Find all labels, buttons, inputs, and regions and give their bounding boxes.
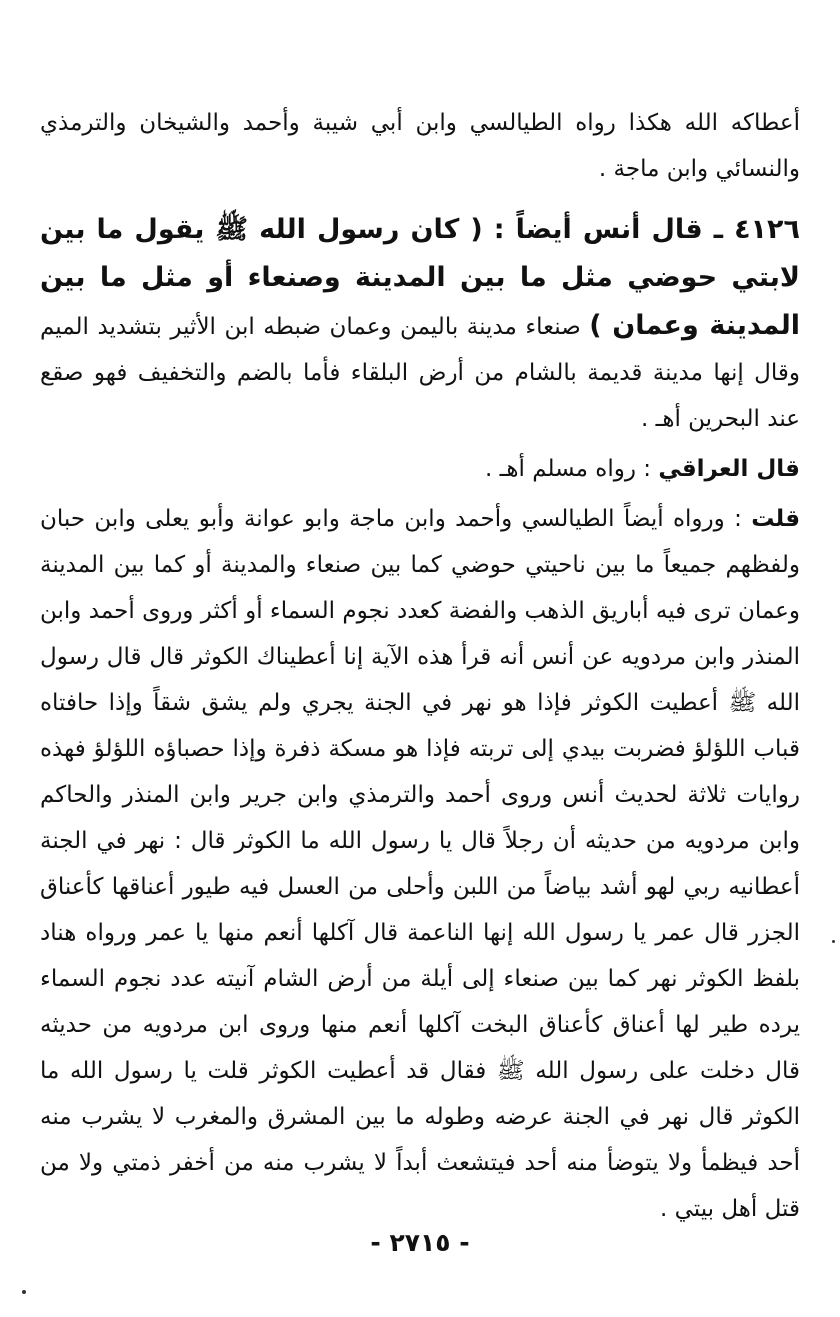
iraqi-label: قال العراقي (658, 456, 800, 482)
scan-speck (832, 940, 835, 943)
qultu-paragraph (40, 496, 800, 1232)
intro-paragraph: أعطاكه الله هكذا رواه الطيالسي وابن أبي شيبة وأحمد والشيخان والترمذي والنسائي وابن ماجة . (40, 110, 800, 182)
hadith-commentary: صنعاء مدينة باليمن وعمان ضبطه ابن الأثير بتشديد الميم وقال إنها مدينة قديمة بالشام من أرض البلقاء فأما بالضم والتخفيف فهو صقع عند البحرين أهـ . (40, 314, 800, 432)
hadith-paragraph (40, 206, 800, 442)
scan-speck (22, 1290, 26, 1294)
qultu-label: قلت (751, 506, 800, 532)
iraqi-text: : رواه مسلم أهـ . (485, 456, 651, 482)
hadith-heading: ٤١٢٦ ـ قال أنس أيضاً : ( كان رسول الله ﷺ يقول ما بين لابتي حوضي مثل ما بين المدينة وصنعاء أو مثل ما بين المدينة وعمان ) (40, 214, 800, 341)
iraqi-paragraph (40, 446, 800, 492)
page-number: - ٢٧١٥ - (370, 1228, 470, 1257)
qultu-text: : ورواه أيضاً الطيالسي وأحمد وابن ماجة وابو عوانة وأبو يعلى وابن حبان ولفظهم جميعاً ما بين ناحيتي حوضي كما بين صنعاء والمدينة أو كما بين المدينة وعمان ترى فيه أباريق الذهب والفضة كعدد نجوم السماء أو أكثر وروى أحمد وابن المنذر وابن مردويه عن أنس أنه قرأ هذه الآية إنا أعطيناك الكوثر قال قال رسول الله ﷺ أعطيت الكوثر فإذا هو نهر في الجنة يجري ولم يشق شقاً وإذا حافتاه قباب اللؤلؤ فضربت بيدي إلى تربته فإذا هو مسكة ذفرة وإذا حصباؤه اللؤلؤ فهذه روايات ثلاثة لحديث أنس وروى أحمد والترمذي وابن جرير وابن المنذر والحاكم وابن مردويه من حديثه أن رجلاً قال يا رسول الله ما الكوثر قال : نهر في الجنة أعطانيه ربي لهو أشد بياضاً من اللبن وأحلى من العسل فيه طيور أعناقها كأعناق الجزر قال عمر يا رسول الله إنها الناعمة قال آكلها أنعم منها يا عمر ورواه هناد بلفظ الكوثر نهر كما بين صنعاء إلى أيلة من أرض الشام آنيته عدد نجوم السماء يرده طير لها أعناق كأعناق البخت آكلها أنعم منها وروى ابن مردويه من حديثه قال دخلت على رسول الله ﷺ فقال قد أعطيت الكوثر قلت يا رسول الله ما الكوثر قال نهر في الجنة عرضه وطوله ما بين المشرق والمغرب لا يشرب منه أحد فيظمأ ولا يتوضأ منه أحد فيتشعث أبداً لا يشرب منه من أخفر ذمتي ولا من قتل أهل بيتي . (40, 506, 800, 1222)
page-body (40, 100, 800, 1232)
